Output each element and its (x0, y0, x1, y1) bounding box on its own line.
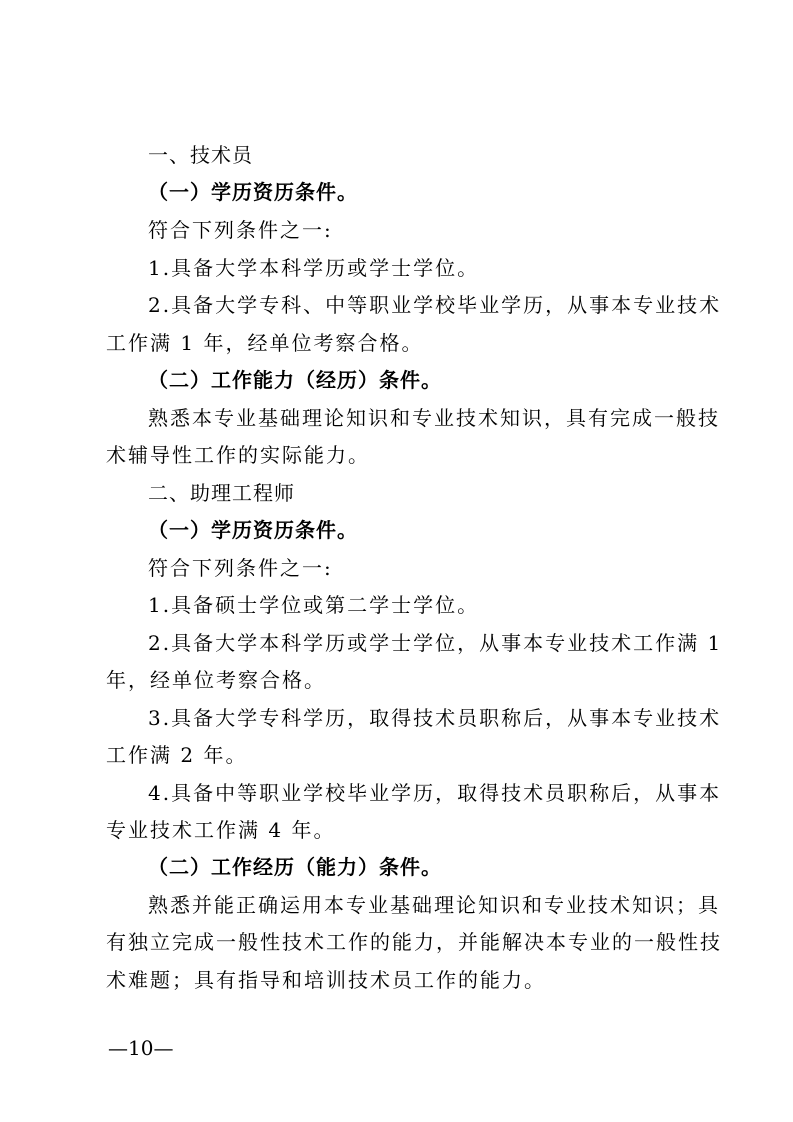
condition-item: 1.具备大学本科学历或学士学位。 (148, 256, 480, 280)
subheading-education-2: （一）学历资历条件。 (148, 518, 358, 542)
conditions-intro-1: 符合下列条件之一: (148, 218, 333, 242)
section-heading-technician: 一、技术员 (148, 143, 253, 167)
condition-item: 4.具备中等职业学校毕业学历，取得技术员职称后，从事本 (148, 781, 722, 805)
ability-text: 熟悉并能正确运用本专业基础理论知识和专业技术知识；具 (148, 893, 720, 917)
conditions-intro-2: 符合下列条件之一: (148, 556, 333, 580)
condition-item-continued: 专业技术工作满 4 年。 (106, 818, 336, 842)
condition-item: 2.具备大学本科学历或学士学位，从事本专业技术工作满 1 (148, 631, 723, 655)
section-heading-assistant-engineer: 二、助理工程师 (148, 481, 295, 505)
condition-item: 1.具备硕士学位或第二学士学位。 (148, 593, 480, 617)
condition-item: 2.具备大学专科、中等职业学校毕业学历，从事本专业技术 (148, 293, 722, 317)
page-number: —10— (108, 1036, 174, 1060)
subheading-ability-2: （二）工作经历（能力）条件。 (148, 855, 442, 879)
subheading-education-1: （一）学历资历条件。 (148, 180, 358, 204)
condition-item: 3.具备大学专科学历，取得技术员职称后，从事本专业技术 (148, 706, 722, 730)
condition-item-continued: 年，经单位考察合格。 (106, 668, 326, 692)
ability-text-continued: 有独立完成一般性技术工作的能力，并能解决本专业的一般性技 (106, 930, 722, 954)
condition-item-continued: 工作满 1 年，经单位考察合格。 (106, 331, 424, 355)
subheading-ability-1: （二）工作能力（经历）条件。 (148, 368, 442, 392)
ability-text-continued: 术辅导性工作的实际能力。 (106, 443, 370, 467)
condition-item-continued: 工作满 2 年。 (106, 743, 248, 767)
ability-text: 熟悉本专业基础理论知识和专业技术知识，具有完成一般技 (148, 406, 720, 430)
ability-text-continued: 术难题；具有指导和培训技术员工作的能力。 (106, 968, 546, 992)
